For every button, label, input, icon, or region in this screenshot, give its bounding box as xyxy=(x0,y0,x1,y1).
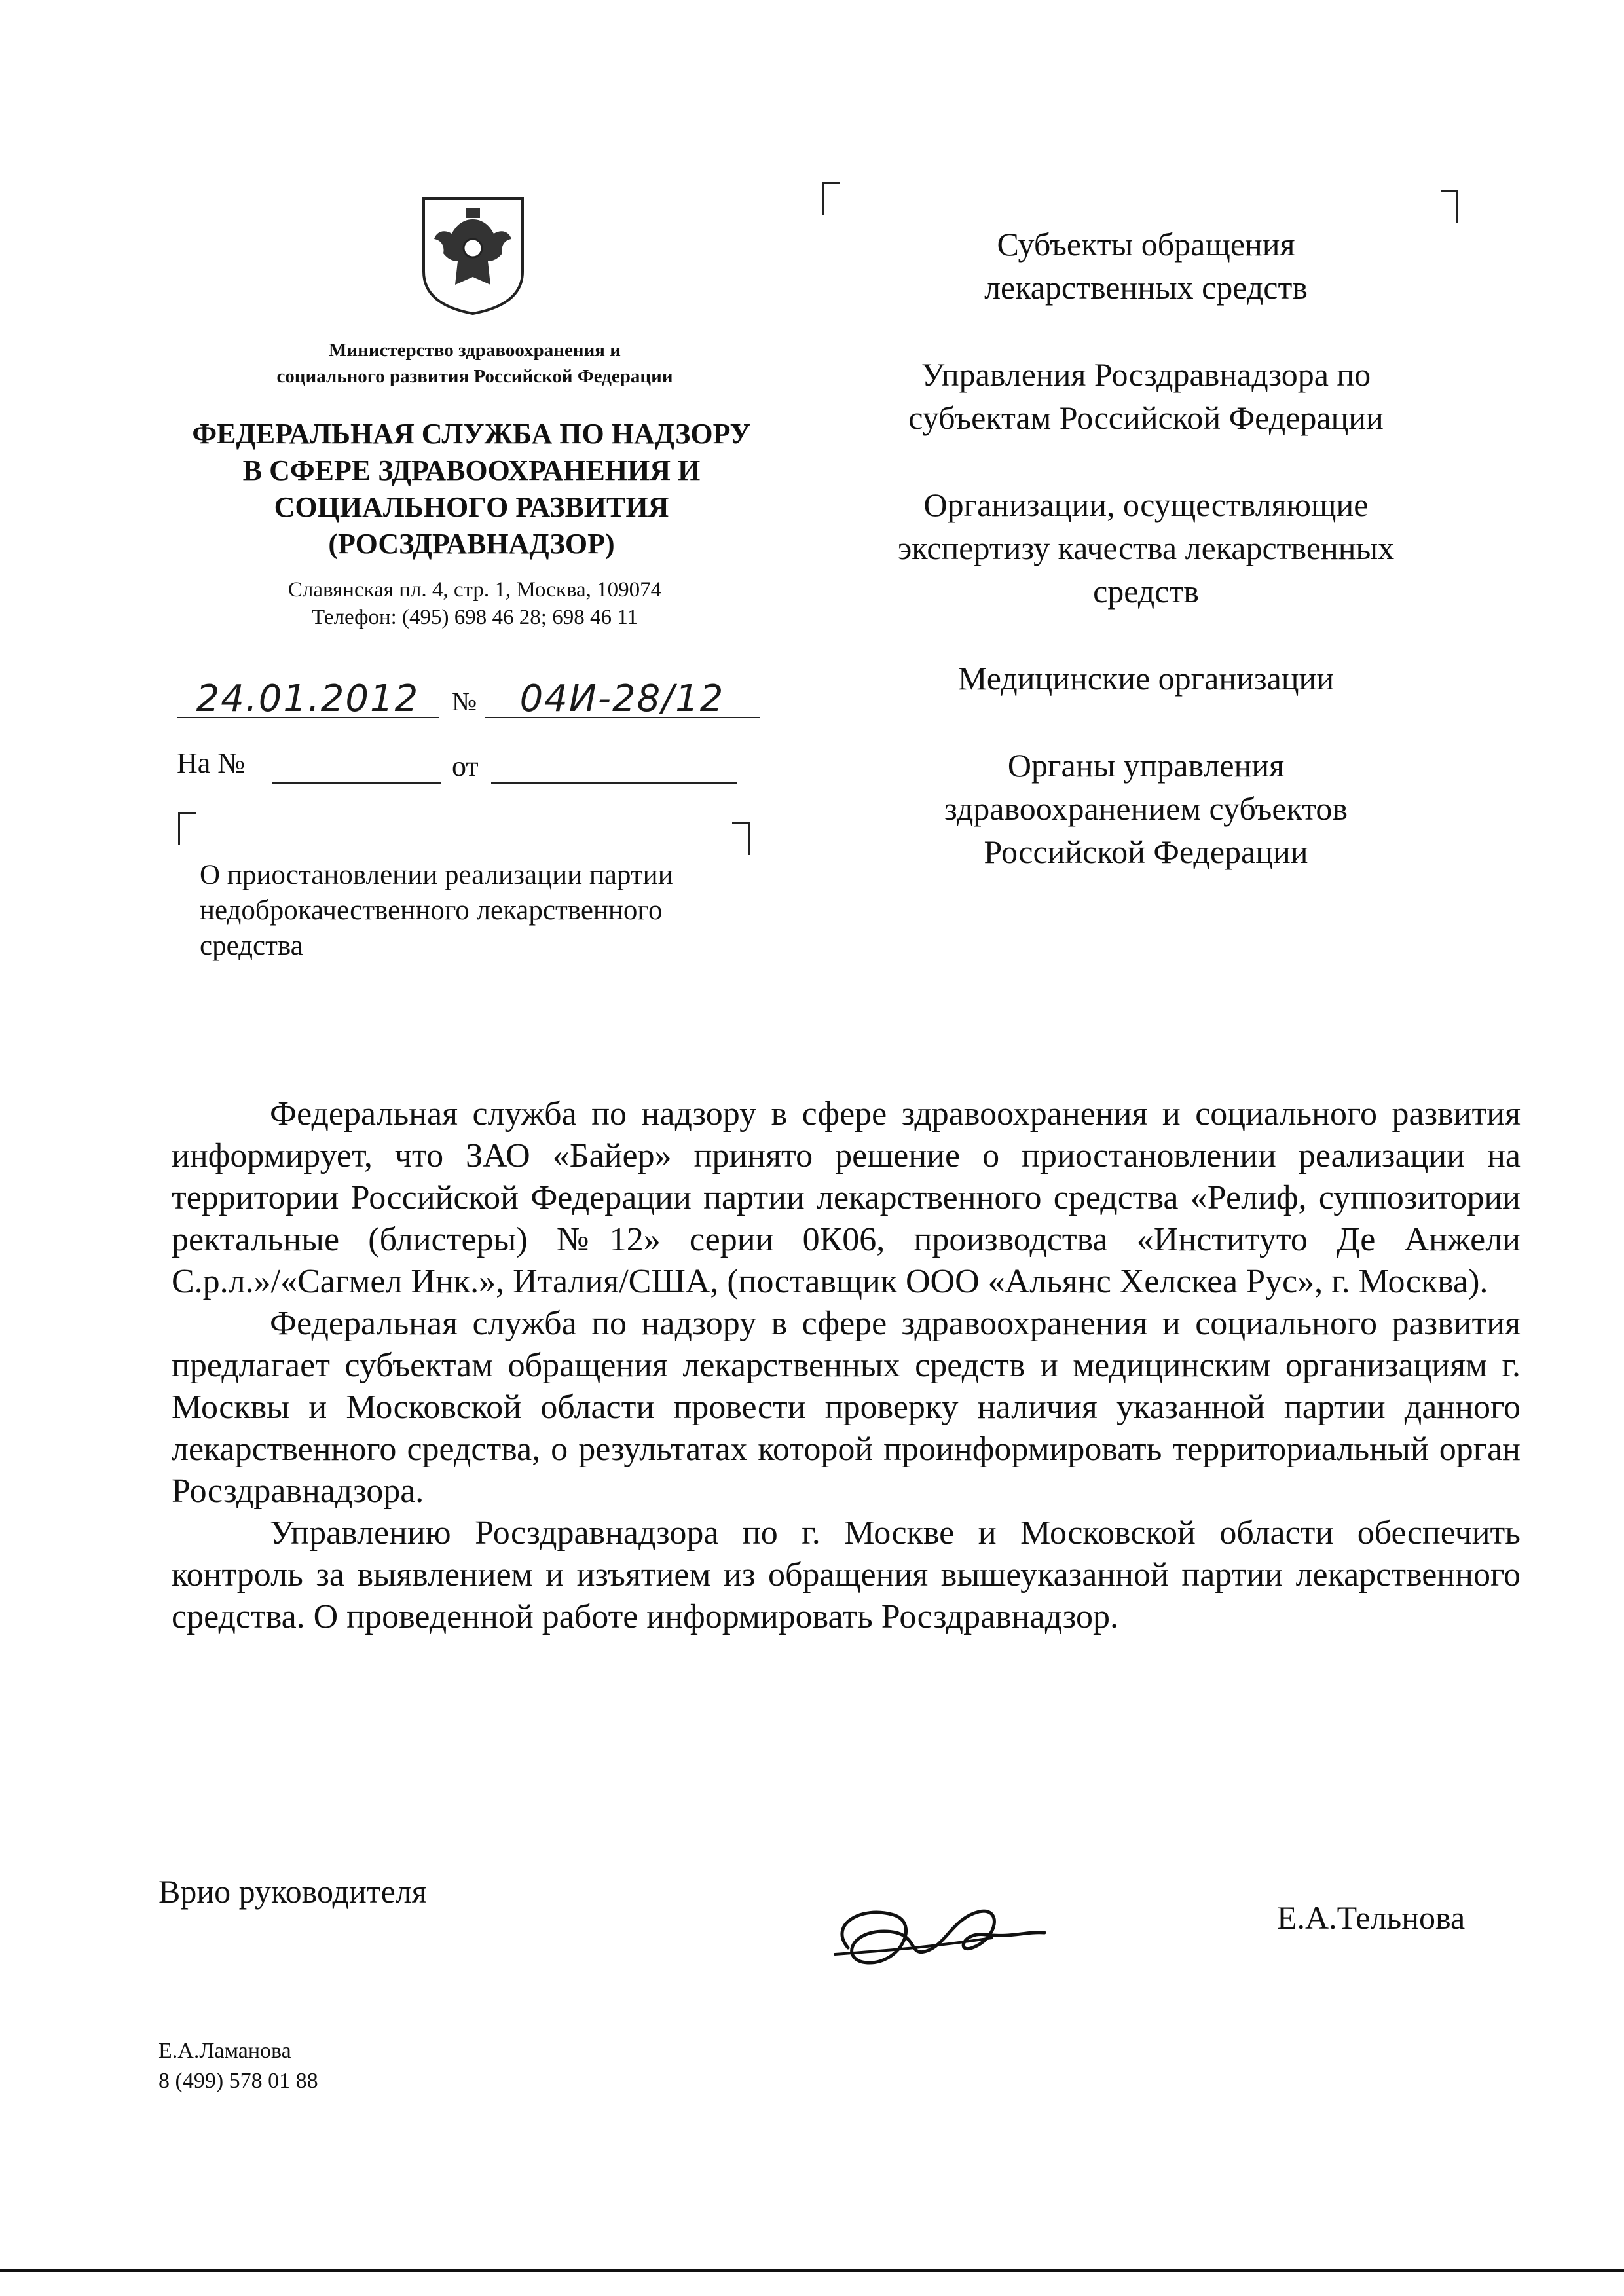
reply-date-blank xyxy=(491,763,737,784)
subject-line-3: средства xyxy=(200,930,303,961)
page-bottom-rule xyxy=(0,2269,1624,2272)
addressee-corner-left xyxy=(822,182,840,215)
subject-line-1: О приостановлении реализации партии xyxy=(200,860,673,890)
addressee-item: Медицинские организации xyxy=(957,660,1335,697)
signatory-title: Врио руководителя xyxy=(158,1873,427,1910)
addressee-list xyxy=(845,223,1447,917)
document-number-label: № xyxy=(452,687,477,716)
agency-line-4: (РОСЗДРАВНАДЗОР) xyxy=(328,528,615,560)
document-subject xyxy=(200,858,776,964)
reply-date-label: от xyxy=(452,750,479,782)
address-line-1: Славянская пл. 4, стр. 1, Москва, 109074 xyxy=(287,578,662,602)
ministry-line-1: Министерство здравоохранения и xyxy=(329,340,621,361)
handwritten-signature-icon xyxy=(822,1886,1058,1984)
agency-line-1: ФЕДЕРАЛЬНАЯ СЛУЖБА ПО НАДЗОРУ xyxy=(192,418,751,450)
signatory-name: Е.А.Тельнова xyxy=(1277,1899,1466,1936)
agency-address xyxy=(223,576,727,631)
addressee-item: Организации, осуществляющие экспертизу качества лекарственных средств xyxy=(897,486,1395,610)
agency-name xyxy=(160,416,783,562)
reply-number-blank xyxy=(272,763,441,784)
agency-line-2: В СФЕРЕ ЗДРАВООХРАНЕНИЯ И xyxy=(242,454,701,486)
addressee-item: Органы управления здравоохранением субъектов Российской Федерации xyxy=(944,747,1348,870)
executor-phone: 8 (499) 578 01 88 xyxy=(158,2069,318,2093)
address-line-2: Телефон: (495) 698 46 28; 698 46 11 xyxy=(312,606,638,629)
executor-info xyxy=(158,2036,318,2096)
document-date: 24.01.2012 xyxy=(177,678,439,718)
letter-body xyxy=(172,1093,1521,1638)
body-paragraph-2: Федеральная служба по надзору в сфере здравоохранения и социального развития предлагает субъектам обращения лекарственных средств и медицинским организациям г. Москвы и Московской области провести проверку наличия указанной партии данного лекарственного средства, о результатах которой проинформировать территориальный орган Росздравнадзора. xyxy=(172,1305,1521,1510)
addressee-corner-right xyxy=(1441,190,1458,223)
executor-name: Е.А.Ламанова xyxy=(158,2039,291,2063)
ministry-line-2: социального развития Российской Федерации xyxy=(276,366,673,387)
addressee-item: Субъекты обращения лекарственных средств xyxy=(984,226,1308,306)
ministry-name xyxy=(216,337,733,390)
reply-number-label: На № xyxy=(177,747,246,779)
agency-line-3: СОЦИАЛЬНОГО РАЗВИТИЯ xyxy=(274,491,669,523)
coat-of-arms-emblem-icon xyxy=(416,193,530,318)
subject-line-2: недоброкачественного лекарственного xyxy=(200,895,663,926)
subject-corner-left xyxy=(178,812,196,845)
body-paragraph-1: Федеральная служба по надзору в сфере здравоохранения и социального развития информирует, что ЗАО «Байер» принято решение о приостановлении реализации на территории Российской Федерации партии лекарственного средства «Релиф, суппозитории ректальные (блистеры) №12» серии 0К06, производства «Институто Де Анжели С.р.л.»/«Сагмел Инк.», Италия/США, (поставщик ООО «Альянс Хелскеа Рус», г. Москва). xyxy=(172,1095,1521,1300)
addressee-item: Управления Росздравнадзора по субъектам Российской Федерации xyxy=(908,356,1384,436)
document-number: 04И-28/12 xyxy=(485,678,760,718)
body-paragraph-3: Управлению Росздравнадзора по г. Москве и Московской области обеспечить контроль за выявлением и изъятием из обращения вышеуказанной партии лекарственного средства. О проведенной работе информировать Росздравнадзор. xyxy=(172,1514,1521,1635)
subject-corner-right xyxy=(732,822,750,855)
